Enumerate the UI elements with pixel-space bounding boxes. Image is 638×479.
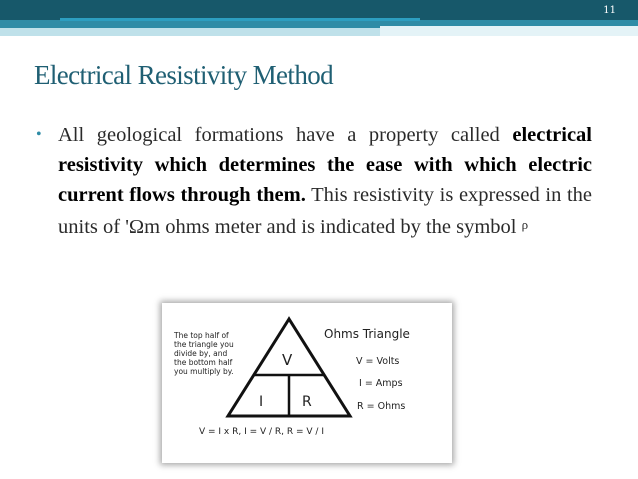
triangle-letter-i: I xyxy=(259,394,264,410)
legend-volts: V = Volts xyxy=(356,356,400,367)
note-line-3: divide by, and xyxy=(174,349,228,358)
slide-title: Electrical Resistivity Method xyxy=(34,60,334,90)
bullet-prefix: All geological formations have a property called xyxy=(58,124,500,146)
ohms-triangle-figure xyxy=(162,303,452,463)
bullet-dot-icon: • xyxy=(36,126,42,143)
bullet-suffix: This resistivity is expressed in the units of 'Ωm ohms meter and is indicated by the symbol xyxy=(58,184,592,238)
note-line-1: The top half of xyxy=(174,331,229,340)
legend-ohms: R = Ohms xyxy=(357,401,406,412)
bullet-paragraph xyxy=(36,120,592,242)
triangle-letter-r: R xyxy=(302,394,312,410)
rho-symbol: ρ xyxy=(521,217,529,232)
slide-number: 11 xyxy=(603,5,616,16)
ohms-triangle-diagram xyxy=(162,303,452,463)
legend-amps: I = Amps xyxy=(359,378,403,389)
slide-header-bar xyxy=(0,0,638,36)
header-accent-block xyxy=(380,26,638,36)
note-line-2: the triangle you xyxy=(174,340,234,349)
bullet-bold-text: electrical resistivity which determines the ease with which electric current flows through them. xyxy=(58,124,593,206)
note-line-4: the bottom half xyxy=(174,358,233,367)
header-accent-line xyxy=(60,18,420,21)
triangle-letter-v: V xyxy=(282,351,293,369)
figure-heading: Ohms Triangle xyxy=(324,327,410,341)
ohms-law-formula: V = I x R, I = V / R, R = V / I xyxy=(199,427,324,437)
bullet-text xyxy=(58,120,592,242)
note-line-5: you multiply by. xyxy=(174,367,234,376)
